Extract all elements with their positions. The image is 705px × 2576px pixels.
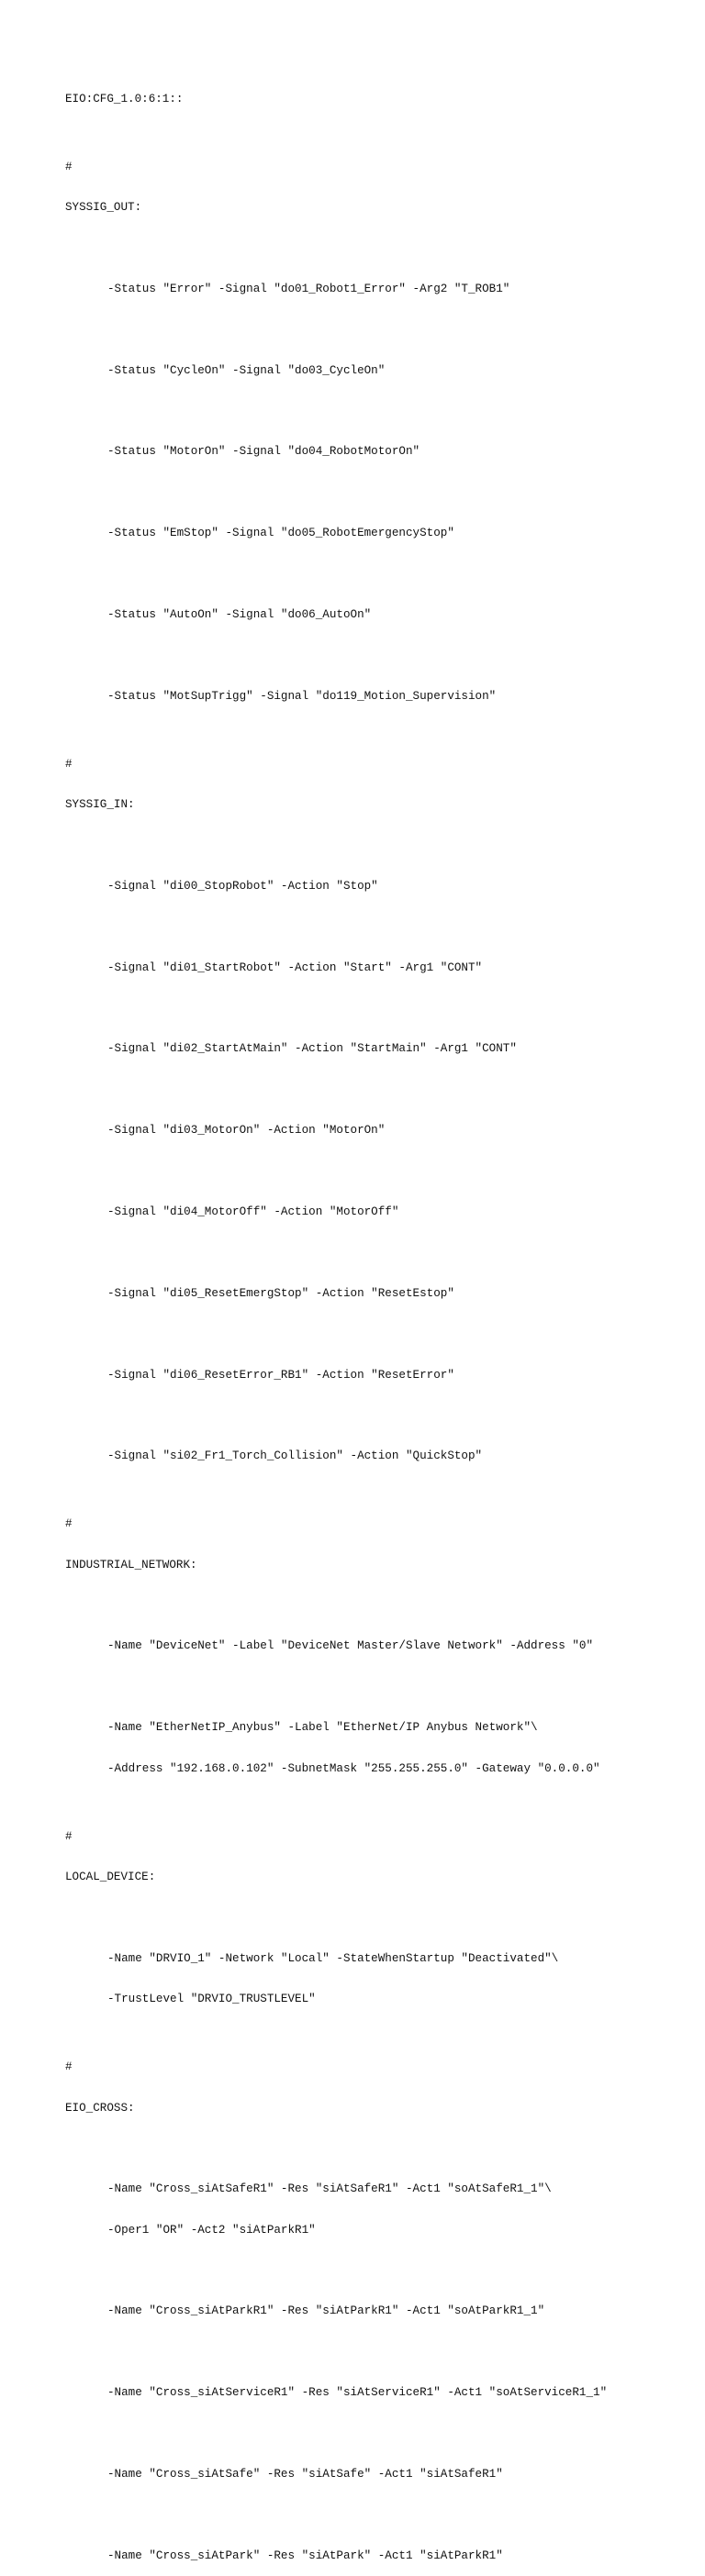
document-header: EIO:CFG_1.0:6:1::	[65, 92, 184, 105]
config-entry: -Name "Cross_siAtSafeR1" -Res "siAtSafeR1" -Act1 "soAtSafeR1_1"\	[107, 2182, 552, 2196]
section-title-syssig-in: SYSSIG_IN:	[65, 798, 135, 812]
section-separator: #	[65, 757, 73, 771]
config-entry-continuation: -Address "192.168.0.102" -SubnetMask "255.255.255.0" -Gateway "0.0.0.0"	[107, 1761, 600, 1775]
config-entry: -Name "EtherNetIP_Anybus" -Label "EtherNet/IP Anybus Network"\	[107, 1721, 538, 1735]
config-entry: -Name "DeviceNet" -Label "DeviceNet Master/Slave Network" -Address "0"	[107, 1639, 594, 1653]
config-entry: -Status "EmStop" -Signal "do05_RobotEmergencyStop"	[107, 527, 454, 540]
config-entry: -Signal "si02_Fr1_Torch_Collision" -Action "QuickStop"	[107, 1449, 483, 1463]
section-title-industrial-network: INDUSTRIAL_NETWORK:	[65, 1558, 197, 1571]
config-entry: -Status "Error" -Signal "do01_Robot1_Error" -Arg2 "T_ROB1"	[107, 282, 510, 295]
config-entry: -Status "CycleOn" -Signal "do03_CycleOn"	[107, 363, 386, 377]
config-entry: -Name "Cross_siAtParkR1" -Res "siAtParkR1" -Act1 "soAtParkR1_1"	[107, 2304, 545, 2318]
section-separator: #	[65, 2060, 73, 2074]
config-entry: -Name "Cross_siAtServiceR1" -Res "siAtServiceR1" -Act1 "soAtServiceR1_1"	[107, 2386, 608, 2400]
config-entry: -Status "AutoOn" -Signal "do06_AutoOn"	[107, 607, 372, 621]
config-entry: -Name "Cross_siAtSafe" -Res "siAtSafe" -Act1 "siAtSafeR1"	[107, 2468, 503, 2482]
config-entry: -Signal "di06_ResetError_RB1" -Action "ResetError"	[107, 1368, 454, 1382]
config-entry-continuation: -TrustLevel "DRVIO_TRUSTLEVEL"	[107, 1993, 316, 2006]
section-separator: #	[65, 1829, 73, 1843]
config-entry: -Signal "di01_StartRobot" -Action "Start" -Arg1 "CONT"	[107, 960, 483, 974]
config-entry: -Signal "di03_MotorOn" -Action "MotorOn"	[107, 1124, 386, 1138]
config-entry-continuation: -Oper1 "OR" -Act2 "siAtParkR1"	[107, 2223, 316, 2237]
config-document	[65, 65, 607, 2576]
config-entry: -Status "MotSupTrigg" -Signal "do119_Motion_Supervision"	[107, 689, 497, 703]
config-entry: -Name "Cross_siAtPark" -Res "siAtPark" -Act1 "siAtParkR1"	[107, 2548, 503, 2562]
config-entry: -Signal "di02_StartAtMain" -Action "StartMain" -Arg1 "CONT"	[107, 1042, 517, 1056]
section-title-syssig-out: SYSSIG_OUT:	[65, 200, 142, 214]
config-entry: -Signal "di05_ResetEmergStop" -Action "ResetEstop"	[107, 1286, 454, 1300]
config-entry: -Signal "di04_MotorOff" -Action "MotorOff"	[107, 1205, 399, 1218]
section-title-local-device: LOCAL_DEVICE:	[65, 1870, 156, 1883]
config-entry: -Signal "di00_StopRobot" -Action "Stop"	[107, 879, 378, 893]
section-title-eio-cross: EIO_CROSS:	[65, 2101, 135, 2115]
section-separator: #	[65, 1517, 73, 1531]
config-entry: -Name "DRVIO_1" -Network "Local" -StateWhenStartup "Deactivated"\	[107, 1951, 559, 1965]
config-entry: -Status "MotorOn" -Signal "do04_RobotMotorOn"	[107, 445, 420, 459]
section-separator: #	[65, 160, 73, 173]
